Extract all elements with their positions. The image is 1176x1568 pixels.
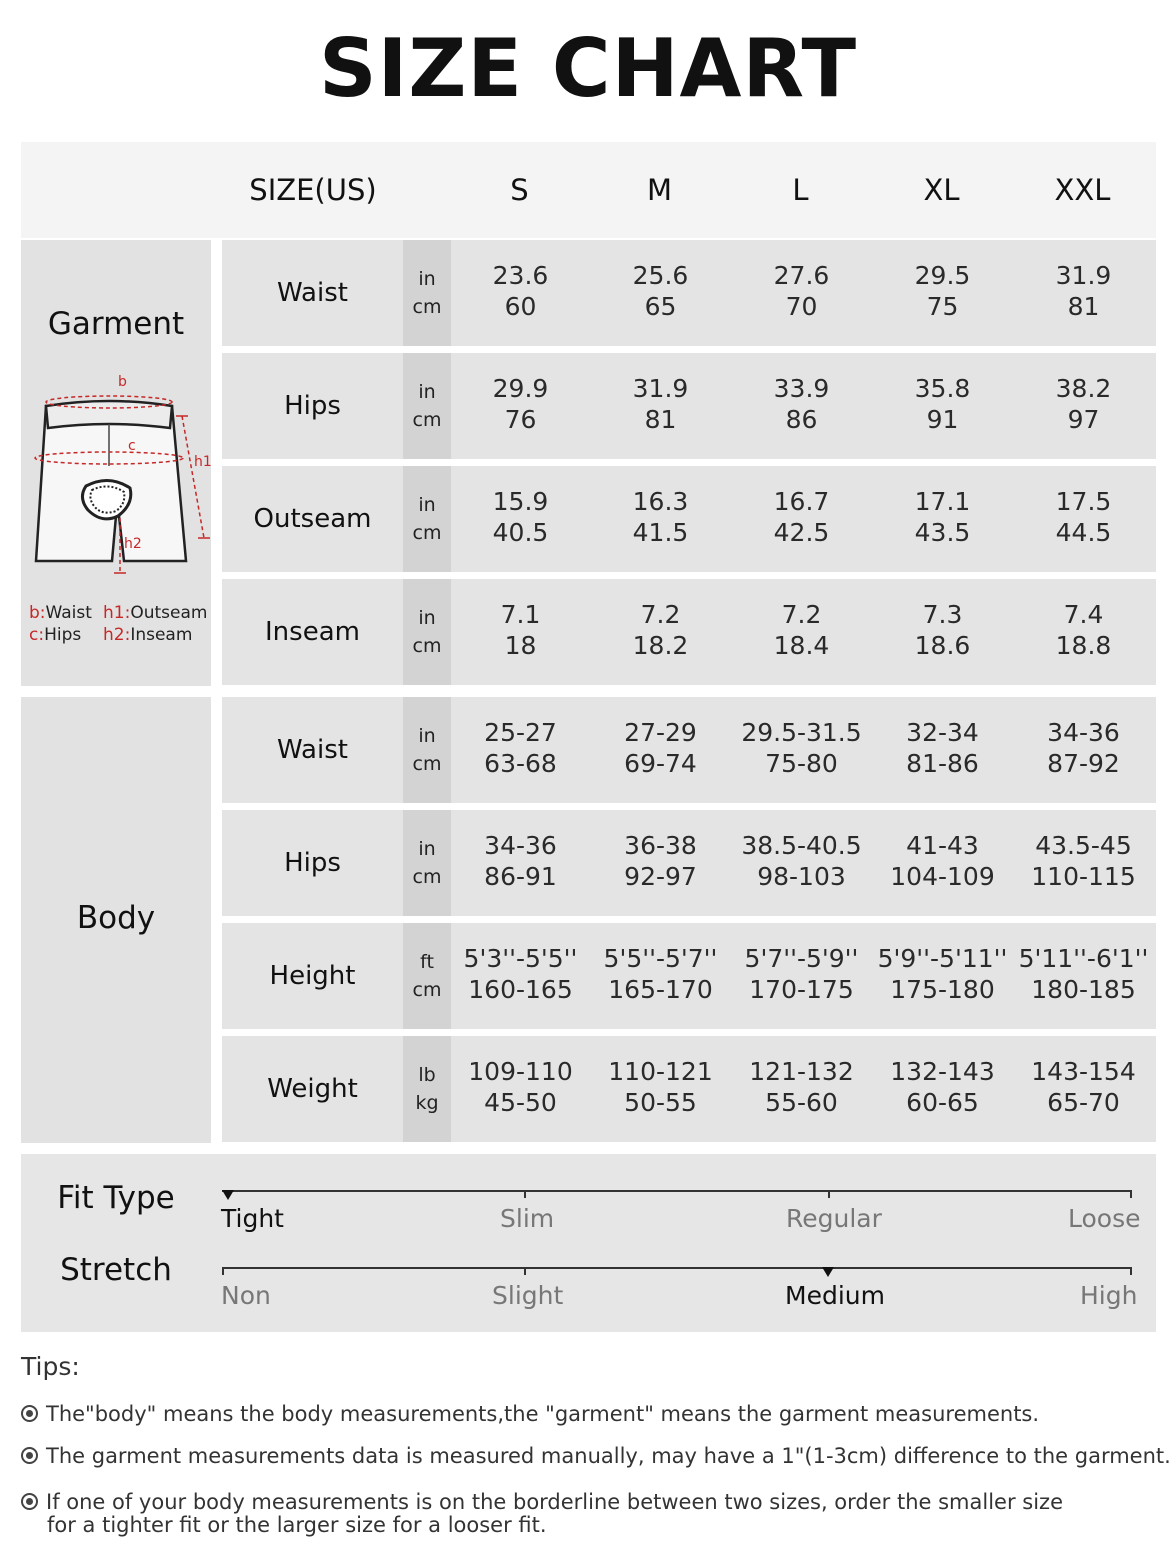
measurement-label: Outseam [253,504,372,534]
body-row-waist [222,697,1156,803]
size-value-cell: 33.9 [773,374,830,403]
garment-row-inseam [222,579,1156,685]
size-value-cell: 42.5 [773,518,830,547]
size-value-cell: 5'3''-5'5'' [463,944,578,973]
garment-row-hips [222,353,1156,459]
size-l-header: L [792,173,809,207]
fit-tick [828,1190,830,1198]
tip-item-continued: for a tighter fit or the larger size for a looser fit. [47,1513,547,1537]
body-label: Body [76,900,156,936]
size-value-cell: 86-91 [484,862,557,891]
unit-column [403,466,451,572]
size-s-header: S [510,173,529,207]
unit-column [403,240,451,346]
size-value-cell: 97 [1067,405,1100,434]
stretch-option-high: High [1080,1281,1138,1310]
size-value-cell: 45-50 [484,1088,557,1117]
size-value-cell: 41-43 [906,831,979,860]
size-value-cell: 5'11''-6'1'' [1018,944,1149,973]
size-value-cell: 16.7 [773,487,830,516]
unit-label: cm [412,522,442,544]
size-value-cell: 65-70 [1047,1088,1120,1117]
stretch-tick [222,1267,224,1275]
size-value-cell: 43.5-45 [1035,831,1132,860]
size-value-cell: 132-143 [890,1057,995,1086]
size-value-cell: 5'9''-5'11'' [877,944,1008,973]
size-value-cell: 109-110 [468,1057,573,1086]
garment-label: Garment [47,306,185,342]
tips-title: Tips: [21,1352,80,1381]
stretch-tick [1130,1267,1132,1275]
size-value-cell: 121-132 [749,1057,854,1086]
stretch-option-non: Non [221,1281,271,1310]
shorts-diagram [26,366,216,581]
size-value-cell: 81 [1067,292,1100,321]
fit-tick [1130,1190,1132,1198]
stretch-option-medium: Medium [785,1281,885,1310]
size-value-cell: 35.8 [914,374,971,403]
size-value-cell: 15.9 [492,487,549,516]
unit-label: ft [420,951,434,973]
unit-label: kg [415,1092,439,1114]
stretch-scale [222,1267,1132,1269]
size-value-cell: 29.5-31.5 [741,718,862,747]
unit-label: in [418,725,436,747]
size-value-cell: 38.5-40.5 [741,831,862,860]
size-value-cell: 165-170 [608,975,713,1004]
unit-label: cm [412,866,442,888]
size-value-cell: 70 [785,292,818,321]
garment-row-outseam [222,466,1156,572]
diagram-letter-h1: h1 [194,454,212,470]
fit-option-loose: Loose [1068,1204,1141,1233]
size-value-cell: 180-185 [1031,975,1136,1004]
size-value-cell: 18 [504,631,537,660]
size-value-cell: 23.6 [492,261,549,290]
size-value-cell: 38.2 [1055,374,1112,403]
size-value-cell: 32-34 [906,718,979,747]
size-value-cell: 143-154 [1031,1057,1136,1086]
legend-outseam: h1:Outseam [103,603,208,623]
size-value-cell: 7.2 [781,600,822,629]
size-us-label: SIZE(US) [249,173,377,207]
diagram-letter-b: b [118,374,127,390]
size-value-cell: 40.5 [492,518,549,547]
size-value-cell: 60-65 [906,1088,979,1117]
unit-column [403,353,451,459]
unit-column [403,697,451,803]
unit-label: in [418,268,436,290]
measurement-label: Hips [284,848,341,878]
size-value-cell: 55-60 [765,1088,838,1117]
size-value-cell: 29.9 [492,374,549,403]
unit-column [403,579,451,685]
size-value-cell: 7.4 [1063,600,1104,629]
measurement-label: Waist [277,278,348,308]
unit-label: in [418,494,436,516]
radio-bullet-icon [21,1447,38,1464]
size-xxl-header: XXL [1054,173,1111,207]
measurement-label: Waist [277,735,348,765]
radio-bullet-icon [21,1493,38,1510]
size-value-cell: 18.4 [773,631,830,660]
legend-inseam: h2:Inseam [103,625,193,645]
size-value-cell: 60 [504,292,537,321]
unit-label: cm [412,753,442,775]
fit-option-slim: Slim [500,1204,555,1233]
size-value-cell: 36-38 [624,831,697,860]
size-header-row [21,142,1156,238]
size-value-cell: 7.2 [640,600,681,629]
size-value-cell: 34-36 [1047,718,1120,747]
size-value-cell: 98-103 [757,862,846,891]
size-value-cell: 170-175 [749,975,854,1004]
unit-label: cm [412,409,442,431]
size-value-cell: 27.6 [773,261,830,290]
size-value-cell: 81 [644,405,677,434]
legend-waist: b:Waist [29,603,92,623]
unit-label: in [418,381,436,403]
size-value-cell: 17.1 [914,487,971,516]
fit-option-regular: Regular [786,1204,882,1233]
size-value-cell: 50-55 [624,1088,697,1117]
size-value-cell: 25-27 [484,718,557,747]
page-title: SIZE CHART [318,22,858,115]
size-value-cell: 92-97 [624,862,697,891]
measurement-label: Hips [284,391,341,421]
size-value-cell: 81-86 [906,749,979,778]
radio-bullet-icon [21,1405,38,1422]
size-value-cell: 87-92 [1047,749,1120,778]
size-value-cell: 110-115 [1031,862,1136,891]
size-value-cell: 69-74 [624,749,697,778]
diagram-letter-h2: h2 [124,536,142,552]
size-value-cell: 18.8 [1055,631,1112,660]
size-value-cell: 34-36 [484,831,557,860]
unit-column [403,923,451,1029]
tip-item: The garment measurements data is measured manually, may have a 1"(1-3cm) difference to the garment. [21,1444,1171,1468]
size-value-cell: 86 [785,405,818,434]
size-value-cell: 31.9 [1055,261,1112,290]
diagram-letter-c: c [128,438,136,454]
size-value-cell: 7.1 [500,600,541,629]
unit-label: in [418,607,436,629]
unit-label: cm [412,635,442,657]
unit-label: cm [412,296,442,318]
body-row-weight [222,1036,1156,1142]
unit-column [403,810,451,916]
legend-hips: c:Hips [29,625,82,645]
size-value-cell: 43.5 [914,518,971,547]
size-value-cell: 27-29 [624,718,697,747]
unit-column [403,1036,451,1142]
stretch-option-slight: Slight [492,1281,564,1310]
size-value-cell: 75-80 [765,749,838,778]
size-value-cell: 16.3 [632,487,689,516]
size-value-cell: 91 [926,405,959,434]
garment-row-waist [222,240,1156,346]
stretch-label: Stretch [60,1252,172,1288]
size-m-header: M [646,173,673,207]
size-value-cell: 18.6 [914,631,971,660]
fit-type-label: Fit Type [57,1180,175,1216]
size-value-cell: 25.6 [632,261,689,290]
size-value-cell: 175-180 [890,975,995,1004]
unit-label: in [418,838,436,860]
fit-type-scale [222,1190,1132,1192]
unit-label: lb [418,1064,436,1086]
size-value-cell: 17.5 [1055,487,1112,516]
stretch-marker-icon [822,1267,834,1277]
size-value-cell: 31.9 [632,374,689,403]
measurement-label: Weight [267,1074,358,1104]
size-value-cell: 41.5 [632,518,689,547]
size-value-cell: 63-68 [484,749,557,778]
tip-item: If one of your body measurements is on the borderline between two sizes, order the smaller size [21,1490,1063,1514]
size-value-cell: 18.2 [632,631,689,660]
size-xl-header: XL [923,173,960,207]
size-value-cell: 65 [644,292,677,321]
size-value-cell: 44.5 [1055,518,1112,547]
fit-type-marker-icon [222,1190,234,1200]
size-value-cell: 76 [504,405,537,434]
size-value-cell: 160-165 [468,975,573,1004]
stretch-tick [524,1267,526,1275]
body-row-hips [222,810,1156,916]
size-value-cell: 7.3 [922,600,963,629]
size-value-cell: 110-121 [608,1057,713,1086]
size-value-cell: 5'7''-5'9'' [744,944,859,973]
fit-option-tight: Tight [221,1204,284,1233]
size-value-cell: 29.5 [914,261,971,290]
size-value-cell: 75 [926,292,959,321]
size-value-cell: 104-109 [890,862,995,891]
size-value-cell: 5'5''-5'7'' [603,944,718,973]
tip-item: The"body" means the body measurements,the "garment" means the garment measurements. [21,1402,1039,1426]
unit-label: cm [412,979,442,1001]
body-row-height [222,923,1156,1029]
measurement-label: Inseam [265,617,360,647]
shorts-diagram-icon [26,366,216,581]
measurement-label: Height [269,961,356,991]
fit-tick [524,1190,526,1198]
